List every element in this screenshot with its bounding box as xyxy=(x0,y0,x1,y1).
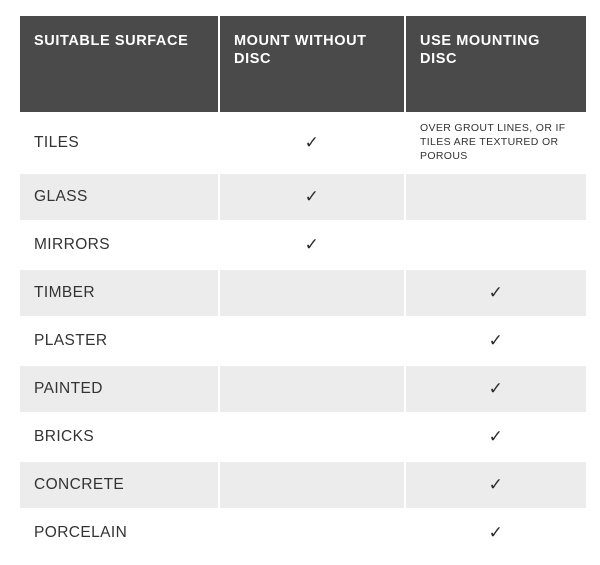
table-row xyxy=(20,414,586,460)
use-mounting-disc-note: OVER GROUT LINES, OR IF TILES ARE TEXTURED OR POROUS xyxy=(406,114,586,172)
table-row xyxy=(20,222,586,268)
table-header xyxy=(20,16,586,112)
use-mounting-disc-mark: ✓ xyxy=(406,270,586,316)
mount-without-disc-mark: ✓ xyxy=(220,114,404,172)
table-row xyxy=(20,366,586,412)
column-header-mount-without-disc: MOUNT WITHOUT DISC xyxy=(220,16,404,112)
surface-label: GLASS xyxy=(20,174,218,220)
use-mounting-disc-mark: ✓ xyxy=(406,414,586,460)
use-mounting-disc-mark: ✓ xyxy=(406,462,586,508)
surface-label: PLASTER xyxy=(20,318,218,364)
use-mounting-disc-mark xyxy=(406,222,586,268)
mount-without-disc-mark xyxy=(220,414,404,460)
table-header-row xyxy=(20,16,586,112)
mount-without-disc-mark xyxy=(220,366,404,412)
mount-without-disc-mark: ✓ xyxy=(220,174,404,220)
mount-without-disc-mark xyxy=(220,462,404,508)
table-row xyxy=(20,462,586,508)
surface-label: PAINTED xyxy=(20,366,218,412)
use-mounting-disc-mark xyxy=(406,174,586,220)
use-mounting-disc-mark: ✓ xyxy=(406,366,586,412)
table-row xyxy=(20,114,586,172)
column-header-suitable-surface: SUITABLE SURFACE xyxy=(20,16,218,112)
mount-without-disc-mark xyxy=(220,270,404,316)
table-row xyxy=(20,318,586,364)
mount-without-disc-mark: ✓ xyxy=(220,222,404,268)
table-row xyxy=(20,270,586,316)
surface-label: BRICKS xyxy=(20,414,218,460)
surface-label: CONCRETE xyxy=(20,462,218,508)
use-mounting-disc-mark: ✓ xyxy=(406,318,586,364)
mount-without-disc-mark xyxy=(220,510,404,556)
suitable-surface-table xyxy=(18,14,588,558)
column-header-use-mounting-disc: USE MOUNTING DISC xyxy=(406,16,586,112)
surface-label: PORCELAIN xyxy=(20,510,218,556)
table-row xyxy=(20,174,586,220)
table-row xyxy=(20,510,586,556)
surface-label: MIRRORS xyxy=(20,222,218,268)
surface-label: TIMBER xyxy=(20,270,218,316)
surface-label: TILES xyxy=(20,114,218,172)
table-body xyxy=(20,114,586,556)
use-mounting-disc-mark: ✓ xyxy=(406,510,586,556)
mount-without-disc-mark xyxy=(220,318,404,364)
